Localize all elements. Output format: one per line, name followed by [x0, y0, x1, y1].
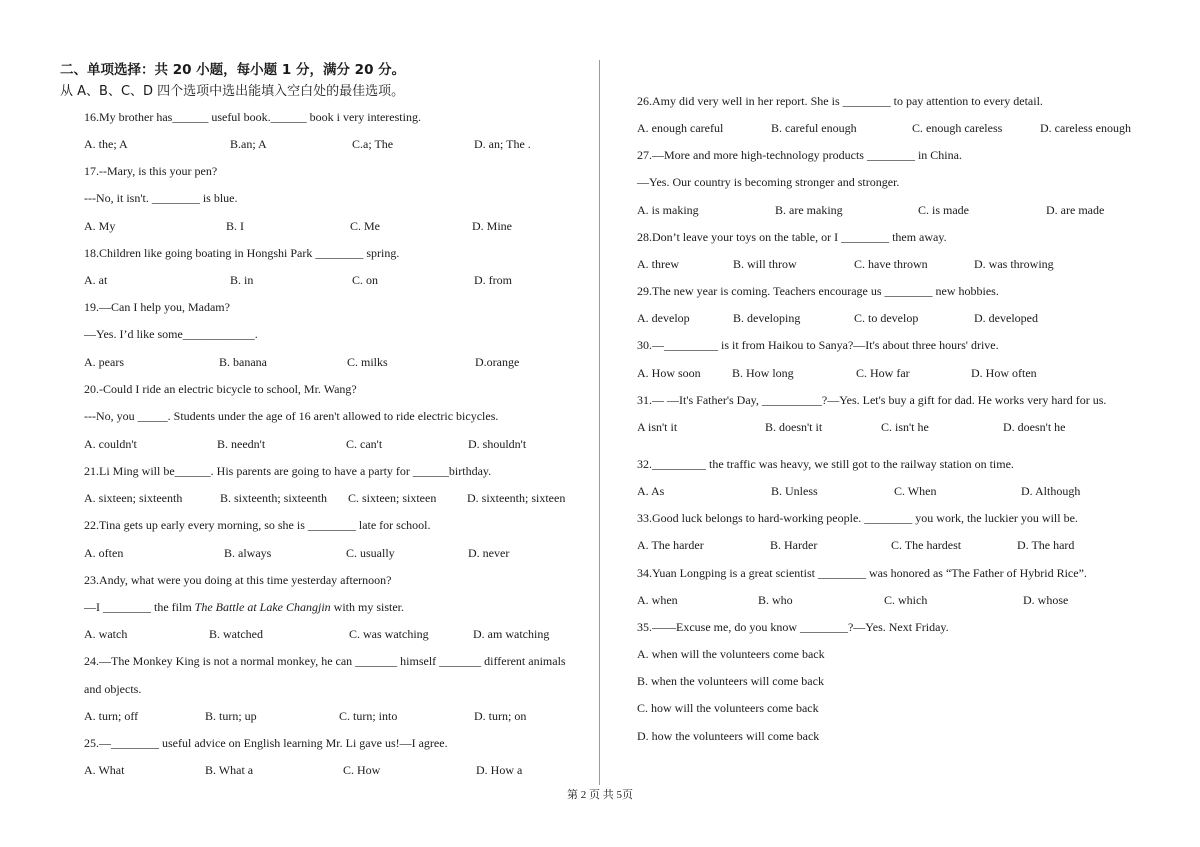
question-29-option-a: A. develop [637, 311, 690, 325]
question-27-stem: 27.—More and more high-technology products ________ in China. [637, 148, 962, 162]
question-23-stem-suffix: with my sister. [330, 600, 404, 614]
question-28-option-b: B. will throw [733, 257, 797, 271]
question-17-option-b: B. I [226, 219, 244, 233]
question-33-option-c: C. The hardest [891, 538, 962, 552]
question-29-option-c: C. to develop [854, 311, 919, 325]
question-19-option-c: C. milks [347, 355, 388, 369]
question-19-stem: 19.—Can I help you, Madam? [84, 300, 230, 314]
question-19-option-b: B. banana [219, 355, 267, 369]
page-footer: 第 2 页 共 5页 [567, 789, 633, 801]
question-28-stem: 28.Don’t leave your toys on the table, or I ________ them away. [637, 230, 947, 244]
question-34-option-b: B. who [758, 593, 793, 607]
question-31-option-c: C. isn't he [881, 420, 929, 434]
question-24-stem-line-2: and objects. [84, 682, 142, 696]
question-35-stem: 35.——Excuse me, do you know ________?—Yes. Next Friday. [637, 620, 949, 634]
question-27-option-c: C. is made [918, 203, 969, 217]
question-32-option-a: A. As [637, 484, 665, 498]
question-17-option-c: C. Me [350, 219, 380, 233]
question-34-option-c: C. which [884, 593, 928, 607]
question-22-stem: 22.Tina gets up early every morning, so she is ________ late for school. [84, 518, 431, 532]
question-21-option-c: C. sixteen; sixteen [348, 491, 437, 505]
question-26-option-c: C. enough careless [912, 121, 1003, 135]
question-20-stem-line-2: ---No, you _____. Students under the age of 16 aren't allowed to ride electric bicycles. [84, 409, 499, 423]
question-17-option-a: A. My [84, 219, 116, 233]
question-17-option-d: D. Mine [472, 219, 512, 233]
question-35-option-c: C. how will the volunteers come back [637, 701, 819, 715]
question-20-option-c: C. can't [346, 437, 383, 451]
section-heading: 二、单项选择：共 20 小题，每小题 1 分，满分 20 分。 [60, 62, 406, 78]
question-22-option-a: A. often [84, 546, 124, 560]
question-35-option-d: D. how the volunteers will come back [637, 729, 820, 743]
question-18-option-a: A. at [84, 273, 108, 287]
question-20-option-a: A. couldn't [84, 437, 137, 451]
question-33-stem: 33.Good luck belongs to hard-working people. ________ you work, the luckier you will be. [637, 511, 1078, 525]
question-29-stem: 29.The new year is coming. Teachers encourage us ________ new hobbies. [637, 284, 999, 298]
question-30-option-a: A. How soon [637, 366, 701, 380]
question-29-option-d: D. developed [974, 311, 1038, 325]
question-35-option-a: A. when will the volunteers come back [637, 647, 825, 661]
question-21-stem: 21.Li Ming will be______. His parents are going to have a party for ______birthday. [84, 464, 492, 478]
question-33-option-b: B. Harder [770, 538, 818, 552]
question-23-option-c: C. was watching [349, 627, 429, 641]
question-34-stem: 34.Yuan Longping is a great scientist ________ was honored as “The Father of Hybrid Rice”. [637, 566, 1087, 580]
question-24-option-c: C. turn; into [339, 709, 398, 723]
question-24-option-a: A. turn; off [84, 709, 139, 723]
question-25-option-c: C. How [343, 763, 381, 777]
question-24-option-d: D. turn; on [474, 709, 527, 723]
question-28-option-c: C. have thrown [854, 257, 928, 271]
question-34-option-d: D. whose [1023, 593, 1069, 607]
question-30-option-b: B. How long [732, 366, 794, 380]
question-31-option-a: A isn't it [637, 420, 678, 434]
question-24-stem: 24.—The Monkey King is not a normal monkey, he can _______ himself _______ different animals [84, 654, 566, 668]
column-divider [599, 60, 600, 785]
question-17-stem: 17.--Mary, is this your pen? [84, 164, 218, 178]
question-25-option-d: D. How a [476, 763, 523, 777]
question-32-option-b: B. Unless [771, 484, 818, 498]
question-22-option-b: B. always [224, 546, 272, 560]
question-18-option-b: B. in [230, 273, 254, 287]
question-23-option-a: A. watch [84, 627, 128, 641]
question-27-option-b: B. are making [775, 203, 843, 217]
question-18-stem: 18.Children like going boating in Hongshi Park ________ spring. [84, 246, 400, 260]
question-21-option-a: A. sixteen; sixteenth [84, 491, 183, 505]
question-27-option-a: A. is making [637, 203, 699, 217]
question-31-option-b: B. doesn't it [765, 420, 823, 434]
question-29-option-b: B. developing [733, 311, 801, 325]
question-32-stem: 32._________ the traffic was heavy, we still got to the railway station on time. [637, 457, 1014, 471]
question-30-option-c: C. How far [856, 366, 910, 380]
question-35-option-b: B. when the volunteers will come back [637, 674, 824, 688]
question-31-option-d: D. doesn't he [1003, 420, 1066, 434]
question-33-option-d: D. The hard [1017, 538, 1075, 552]
question-17-stem-line-2: ---No, it isn't. ________ is blue. [84, 191, 238, 205]
question-20-stem: 20.-Could I ride an electric bicycle to school, Mr. Wang? [84, 382, 357, 396]
question-26-option-a: A. enough careful [637, 121, 724, 135]
question-21-option-d: D. sixteenth; sixteen [467, 491, 566, 505]
question-19-option-a: A. pears [84, 355, 124, 369]
question-26-stem: 26.Amy did very well in her report. She is ________ to pay attention to every detail. [637, 94, 1043, 108]
question-16-option-b: B.an; A [230, 137, 267, 151]
question-16-option-c: C.a; The [352, 137, 394, 151]
question-28-option-d: D. was throwing [974, 257, 1054, 271]
question-30-option-d: D. How often [971, 366, 1037, 380]
question-23-stem-prefix: —I ________ the film [84, 600, 195, 614]
section-instruction: 从 A、B、C、D 四个选项中选出能填入空白处的最佳选项。 [60, 84, 405, 99]
question-25-stem: 25.—________ useful advice on English learning Mr. Li gave us!—I agree. [84, 736, 448, 750]
question-28-option-a: A. threw [637, 257, 679, 271]
question-25-option-a: A. What [84, 763, 125, 777]
question-26-option-d: D. careless enough [1040, 121, 1131, 135]
question-27-stem-line-2: —Yes. Our country is becoming stronger and stronger. [637, 175, 900, 189]
question-18-option-c: C. on [352, 273, 379, 287]
question-21-option-b: B. sixteenth; sixteenth [220, 491, 327, 505]
question-20-option-d: D. shouldn't [468, 437, 527, 451]
question-22-option-d: D. never [468, 546, 510, 560]
question-19-option-d: D.orange [475, 355, 520, 369]
question-34-option-a: A. when [637, 593, 678, 607]
question-23-option-d: D. am watching [473, 627, 550, 641]
film-title: The Battle at Lake Changjin [194, 600, 331, 614]
question-23-option-b: B. watched [209, 627, 263, 641]
question-24-option-b: B. turn; up [205, 709, 257, 723]
question-26-option-b: B. careful enough [771, 121, 857, 135]
question-30-stem: 30.—_________ is it from Haikou to Sanya?—It's about three hours' drive. [637, 338, 999, 352]
question-31-stem: 31.— —It's Father's Day, __________?—Yes. Let's buy a gift for dad. He works very hard for us. [637, 393, 1107, 407]
question-23-stem-line-2 [84, 600, 404, 614]
question-16-option-a: A. the; A [84, 137, 128, 151]
question-23-stem: 23.Andy, what were you doing at this time yesterday afternoon? [84, 573, 392, 587]
question-32-option-c: C. When [894, 484, 937, 498]
question-20-option-b: B. needn't [217, 437, 266, 451]
question-25-option-b: B. What a [205, 763, 254, 777]
question-19-stem-line-2: —Yes. I’d like some____________. [84, 327, 258, 341]
question-22-option-c: C. usually [346, 546, 395, 560]
question-33-option-a: A. The harder [637, 538, 704, 552]
question-32-option-d: D. Although [1021, 484, 1081, 498]
question-16-option-d: D. an; The . [474, 137, 531, 151]
question-18-option-d: D. from [474, 273, 512, 287]
question-16-stem: 16.My brother has______ useful book.______ book i very interesting. [84, 110, 421, 124]
question-27-option-d: D. are made [1046, 203, 1105, 217]
